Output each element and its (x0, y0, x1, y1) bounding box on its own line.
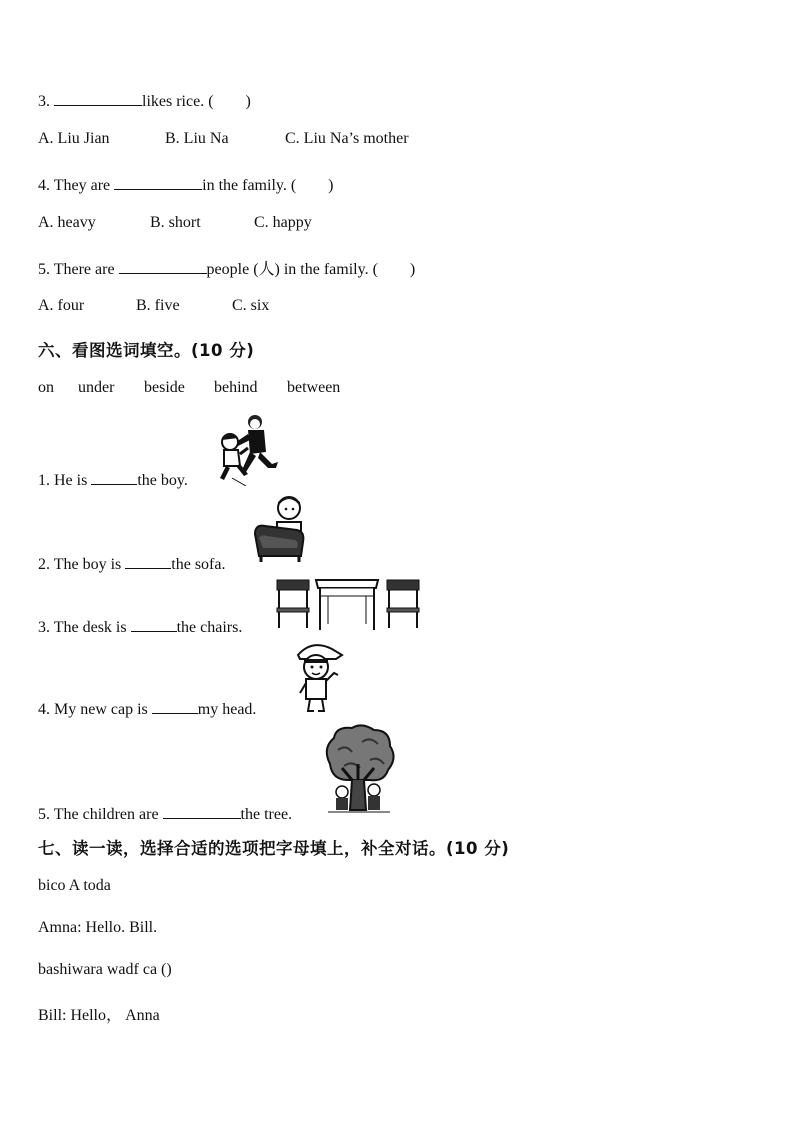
option-a[interactable]: A. heavy (38, 214, 96, 231)
desk-between-chairs-picture (274, 578, 422, 632)
option-a[interactable]: A. Liu Jian (38, 130, 110, 147)
answer-paren[interactable]: ( ) (372, 261, 416, 278)
word-bank-item: under (78, 379, 115, 396)
dialogue-line: Amna: Hello. Bill. (38, 919, 158, 936)
dialogue-line: bico A toda (38, 877, 111, 894)
option-c[interactable]: C. six (232, 297, 270, 314)
item-text-before: 2. The boy is (38, 556, 122, 573)
word-bank-item: behind (214, 379, 258, 396)
option-c[interactable]: C. happy (254, 214, 312, 231)
answer-blank[interactable] (131, 617, 177, 632)
boy-behind-sofa-picture (251, 494, 309, 568)
answer-blank[interactable] (163, 804, 241, 819)
answer-paren[interactable]: ( ) (290, 177, 334, 194)
option-a[interactable]: A. four (38, 297, 85, 314)
fill-item-5 (38, 804, 292, 824)
section-heading: 六、看图选词填空。(10 分) (38, 341, 255, 360)
item-text-before: 4. My new cap is (38, 701, 148, 718)
fill-item-2 (38, 554, 225, 574)
answer-blank[interactable] (91, 470, 137, 485)
section-heading: 七、读一读，选择合适的选项把字母填上，补全对话。(10 分) (38, 839, 510, 858)
word-bank (38, 379, 340, 397)
item-text-after: the tree. (240, 806, 293, 823)
dialogue-line: Bill: Hello， Anna (38, 1007, 160, 1024)
question-text: in the family. (202, 177, 287, 194)
boy-with-cap-picture (292, 641, 344, 715)
item-text-after: my head. (197, 701, 257, 718)
fill-item-3 (38, 617, 242, 637)
fill-item-4 (38, 699, 256, 719)
word-bank-item: beside (144, 379, 185, 396)
question-4 (38, 172, 334, 195)
option-b[interactable]: B. short (150, 214, 201, 231)
option-b[interactable]: B. five (136, 297, 180, 314)
word-bank-item: on (38, 379, 54, 396)
item-text-before: 5. The children are (38, 806, 159, 823)
option-c[interactable]: C. Liu Na’s mother (285, 130, 409, 147)
answer-paren[interactable]: ( ) (208, 93, 251, 110)
item-text-after: the sofa. (171, 556, 226, 573)
answer-blank[interactable] (152, 699, 198, 714)
question-number: 3. (38, 93, 50, 110)
options-row-5 (38, 297, 269, 315)
answer-blank[interactable] (54, 91, 142, 106)
answer-blank[interactable] (119, 259, 207, 274)
option-b[interactable]: B. Liu Na (165, 130, 229, 147)
item-text-before: 3. The desk is (38, 619, 127, 636)
question-3 (38, 88, 251, 111)
options-row-4 (38, 214, 312, 232)
answer-blank[interactable] (114, 175, 202, 190)
dialogue-line: bashiwara wadf ca () (38, 961, 172, 978)
answer-blank[interactable] (125, 554, 171, 569)
fill-item-1 (38, 470, 188, 490)
question-5 (38, 256, 415, 279)
item-text-after: the chairs. (176, 619, 243, 636)
children-behind-tree-picture (322, 724, 396, 816)
running-man-and-boy-picture (212, 412, 282, 486)
item-text-before: 1. He is (38, 472, 88, 489)
word-bank-item: between (287, 379, 341, 396)
question-number: 5. There are (38, 261, 115, 278)
question-number: 4. They are (38, 177, 111, 194)
question-text: likes rice. (142, 93, 205, 110)
question-text: people (人) in the family. (206, 261, 369, 278)
item-text-after: the boy. (137, 472, 188, 489)
options-row-3 (38, 130, 409, 148)
